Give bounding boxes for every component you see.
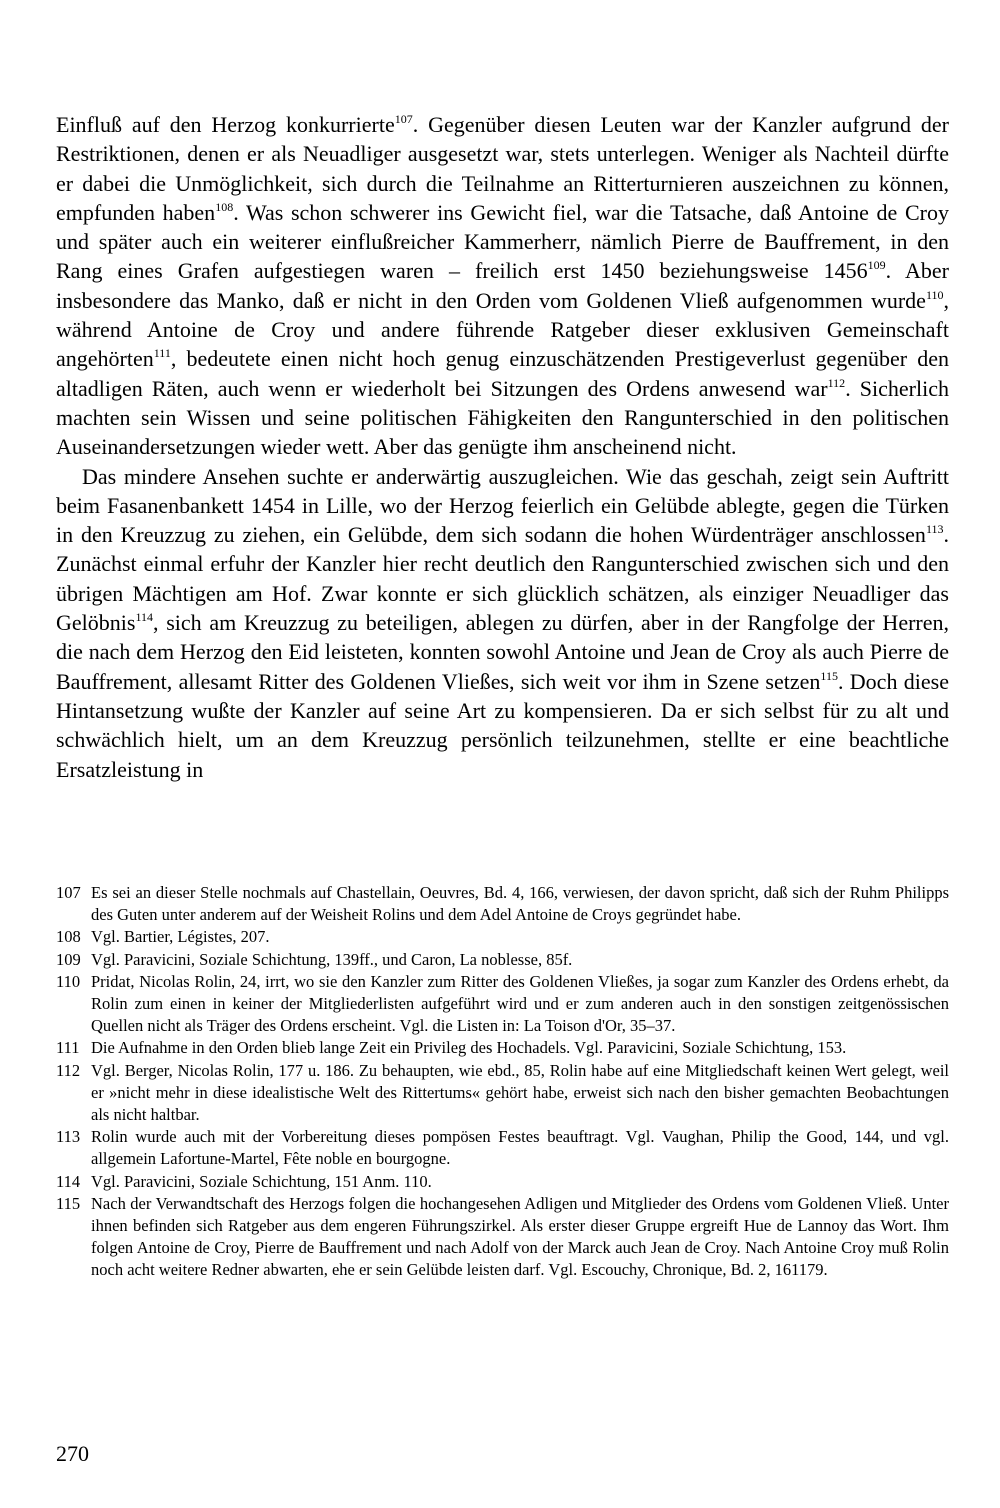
footnote	[56, 1060, 949, 1127]
text-run: . Was schon schwerer ins Gewicht fiel, war die Tatsache, daß Antoine de Croy und später auch ein weiterer einflußreicher Kammerherr, nämlich Pierre de Bauffrement, in den Rang eines Grafen aufgestiegen waren – freilich erst 1450 beziehungsweise 1456	[56, 199, 949, 284]
paragraph-2	[56, 462, 949, 784]
footnote	[56, 949, 949, 971]
text-run: . Doch diese Hintansetzung wußte der Kanzler auf seine Art zu kompensieren. Da er sich selbst für zu alt und schwächlich hielt, um an dem Kreuzzug persönlich teilzunehmen, stellte er eine beachtliche Ersatzleistung in	[56, 668, 949, 782]
footnote-ref[interactable]: 114	[135, 610, 154, 625]
footnote-ref[interactable]: 108	[215, 199, 234, 214]
paragraph-1	[56, 110, 949, 462]
footnote-number: 111	[56, 1038, 80, 1058]
footnote-number: 114	[56, 1171, 81, 1191]
text-run: . Sicherlich machten sein Wissen und seine politischen Fähigkeiten den Rangunterschied in den politischen Auseinandersetzungen wieder wett. Aber das genügte ihm anscheinend nicht.	[56, 375, 949, 460]
footnote-text: Vgl. Paravicini, Soziale Schichtung, 151 Anm. 110.	[91, 1171, 432, 1191]
footnote-text: Es sei an dieser Stelle nochmals auf Chastellain, Oeuvres, Bd. 4, 166, verwiesen, der davon spricht, daß sich der Ruhm Philipps des Guten unter anderem auf der Weisheit Rolins und dem Adel Antoine de Croys gegründet habe.	[91, 883, 949, 925]
footnote-ref[interactable]: 111	[153, 346, 171, 361]
text-run: Einfluß auf den Herzog konkurrierte	[56, 112, 395, 137]
footnote-ref[interactable]: 107	[394, 112, 413, 126]
footnote-number: 113	[56, 1127, 81, 1147]
footnote	[56, 882, 949, 926]
footnote-ref[interactable]: 112	[827, 375, 846, 390]
text-run: , sich am Kreuzzug zu beteiligen, ablegen zu dürfen, aber in der Rangfolge der Herren, die nach dem Herzog den Eid leisteten, konnten sowohl Antoine und Jean de Croy als auch Pierre de Bauffrement, allesamt Ritter des Goldenen Vließes, sich weit vor ihm in Szene setzen	[56, 610, 949, 694]
footnote	[56, 1193, 949, 1282]
footnotes	[56, 882, 949, 1282]
footnote-number: 115	[56, 1193, 81, 1213]
footnote-text: Rolin wurde auch mit der Vorbereitung dieses pompösen Festes beauftragt. Vgl. Vaughan, Philip the Good, 144, und vgl. allgemein Lafortune-Martel, Fête noble en bourgogne.	[91, 1127, 949, 1169]
footnote-number: 108	[56, 927, 81, 947]
footnote-ref[interactable]: 115	[820, 668, 838, 683]
footnote-text: Vgl. Paravicini, Soziale Schichtung, 139ff., und Caron, La noblesse, 85f.	[91, 949, 573, 969]
footnote-ref[interactable]: 113	[925, 522, 944, 537]
text-run: , bedeutete einen nicht hoch genug einzuschätzenden Prestigeverlust gegenüber den altadligen Räten, auch wenn er wiederholt bei Sitzungen des Ordens anwesend war	[56, 346, 949, 401]
text-run: . Aber insbesondere das Manko, daß er nicht in den Orden vom Goldenen Vließ aufgenommen wurde	[56, 258, 950, 313]
text-run: . Gegenüber diesen Leuten war der Kanzler aufgrund der Restriktionen, denen er als Neuadliger ausgesetzt war, stets unterlegen. Weniger als Nachteil dürfte er dabei die Unmöglichkeit, sich durch die Teilnahme an Ritterturnieren auszeichnen zu können, empfunden haben	[56, 112, 949, 225]
footnote	[56, 926, 949, 948]
footnote	[56, 1171, 949, 1193]
footnote	[56, 971, 949, 1038]
footnote-number: 109	[56, 949, 81, 969]
footnote-text: Nach der Verwandtschaft des Herzogs folgen die hochangesehen Adligen und Mitglieder des Ordens vom Goldenen Vließ. Unter ihnen befinden sich Ratgeber aus dem engeren Führungszirkel. Als erster dieser Gruppe ergreift Hue de Lannoy das Wort. Ihm folgen Antoine de Croy, Pierre de Bauffrement und nach Adolf von der Marck auch Jean de Croy. Nach Antoine Croy muß Rolin noch acht weitere Redner abwarten, ehe er sein Gelübde leisten darf. Vgl. Escouchy, Chronique, Bd. 2, 161179.	[91, 1193, 949, 1280]
text-run: , während Antoine de Croy und andere führende Ratgeber dieser exklusiven Gemeinschaft angehörten	[56, 287, 949, 372]
footnote-ref[interactable]: 110	[925, 287, 944, 302]
footnote-text: Vgl. Bartier, Légistes, 207.	[91, 927, 270, 947]
footnote-text: Pridat, Nicolas Rolin, 24, irrt, wo sie den Kanzler zum Ritter des Goldenen Vließes, ja sogar zum Kanzler des Ordens erhebt, da Rolin zum einen in keiner der Mitgliederlisten aufgeführt wird und er zum anderen auch in den sonstigen zeitgenössischen Quellen nicht als Träger des Ordens erscheint. Vgl. die Listen in: La Toison d'Or, 35–37.	[91, 971, 949, 1036]
footnote-text: Vgl. Berger, Nicolas Rolin, 177 u. 186. Zu behaupten, wie ebd., 85, Rolin habe auf eine Mitgliedschaft keinen Wert gelegt, weil er »nicht mehr in diese idealistische Welt des Rittertums« gehört habe, erweist sich nach den bisher gemachten Beobachtungen als nicht haltbar.	[91, 1060, 949, 1125]
footnote-number: 110	[56, 971, 81, 991]
text-run: Das mindere Ansehen suchte er anderwärtig auszugleichen. Wie das geschah, zeigt sein Auftritt beim Fasanenbankett 1454 in Lille, wo der Herzog feierlich ein Gelübde ablegte, gegen die Türken in den Kreuzzug zu ziehen, ein Gelübde, dem sich sodann die hohen Würdenträger anschlossen	[56, 463, 949, 548]
footnote	[56, 1037, 949, 1059]
main-text	[56, 110, 949, 784]
footnote	[56, 1126, 949, 1170]
footnote-ref[interactable]: 109	[867, 258, 886, 273]
footnote-number: 107	[56, 883, 81, 902]
footnote-number: 112	[56, 1060, 81, 1080]
footnote-text: Die Aufnahme in den Orden blieb lange Zeit ein Privileg des Hochadels. Vgl. Paravicini, Soziale Schichtung, 153.	[91, 1038, 847, 1058]
text-run: . Zunächst einmal erfuhr der Kanzler hier recht deutlich den Rangunterschied zwischen sich und den übrigen Mächtigen am Hof. Zwar konnte er sich glücklich schätzen, als einziger Neuadliger das Gelöbnis	[56, 522, 949, 636]
page-number: 270	[56, 1441, 89, 1466]
